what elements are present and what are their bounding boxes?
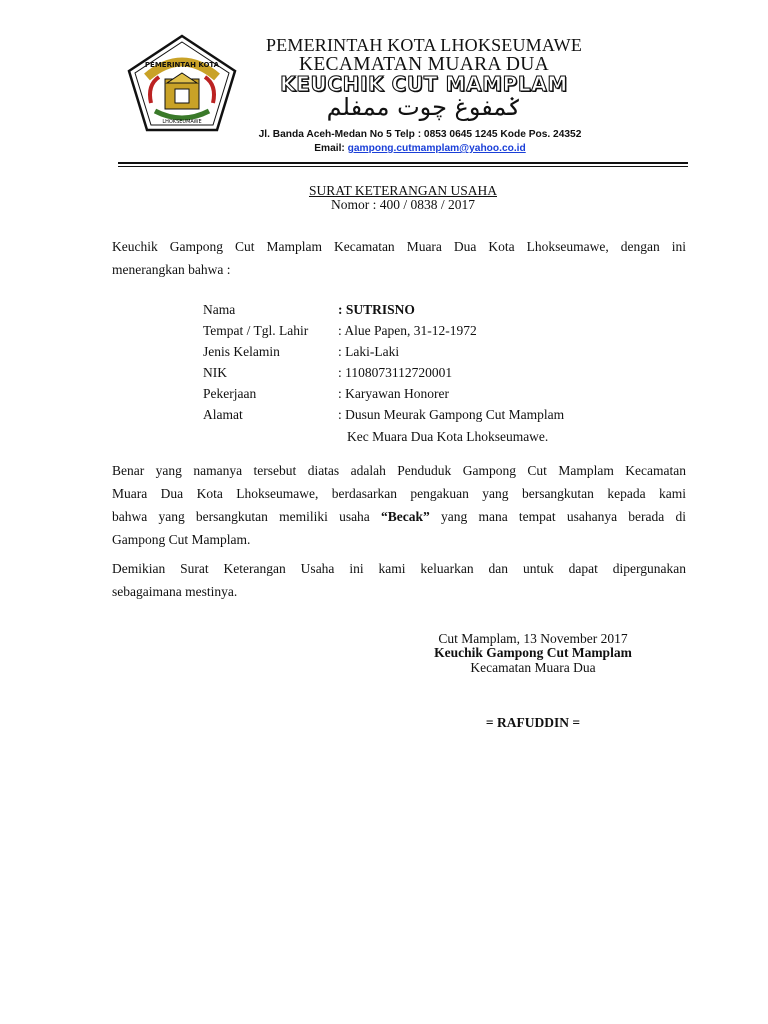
field-label-gender: Jenis Kelamin	[203, 344, 280, 359]
kop-email-line	[200, 143, 640, 154]
field-label-nama: Nama	[203, 302, 236, 317]
field-value-nama: : SUTRISNO	[338, 302, 415, 317]
opening-paragraph	[112, 235, 686, 281]
kop-village-office: KEUCHIK CUT MAMPLAM	[280, 72, 568, 96]
kop-address: Jl. Banda Aceh-Medan No 5 Telp : 0853 0645 1245 Kode Pos. 24352	[258, 129, 582, 140]
body2-line-1: Demikian Surat Keterangan Usaha ini kami keluarkan dan untuk dapat dipergunakan	[112, 561, 686, 576]
body1-line-4: Gampong Cut Mamplam.	[112, 532, 251, 547]
body1-line-2: Muara Dua Kota Lhokseumawe, berdasarkan pengakuan yang bersangkutan kepada kami	[112, 486, 686, 501]
letterhead-rule-thick	[118, 162, 688, 164]
body-paragraph-2	[112, 557, 686, 603]
field-value-gender: : Laki-Laki	[338, 344, 400, 359]
document-number: Nomor : 400 / 0838 / 2017	[331, 197, 475, 212]
kop-arabic-script: ݢمفوغ چوت ممفلم	[326, 93, 522, 121]
document-title: SURAT KETERANGAN USAHA	[308, 183, 497, 198]
signature-district: Kecamatan Muara Dua	[470, 660, 596, 675]
field-label-ttl: Tempat / Tgl. Lahir	[203, 323, 309, 338]
signature-office: Keuchik Gampong Cut Mamplam	[434, 645, 632, 660]
field-label-pekerjaan: Pekerjaan	[203, 386, 257, 401]
field-value-ttl: : Alue Papen, 31-12-1972	[338, 323, 477, 338]
body2-line-2: sebagaimana mestinya.	[112, 584, 238, 599]
field-label-nik: NIK	[203, 365, 227, 380]
logo-text-top: PEMERINTAH KOTA	[144, 61, 220, 69]
field-value-alamat-cont: Kec Muara Dua Kota Lhokseumawe.	[347, 429, 549, 444]
letterhead-rule-thin	[118, 166, 688, 167]
field-value-pekerjaan: : Karyawan Honorer	[338, 386, 449, 401]
kop-government: PEMERINTAH KOTA LHOKSEUMAWE	[265, 35, 583, 55]
email-link[interactable]: gampong.cutmamplam@yahoo.co.id	[347, 143, 526, 154]
body1-line-3a: bahwa yang bersangkutan memiliki usaha	[112, 509, 382, 524]
body1-line-3	[112, 505, 686, 528]
business-type: “Becak”	[381, 509, 430, 524]
logo-text-bottom: LHOKSEUMAWE	[162, 119, 202, 125]
opening-line-1: Keuchik Gampong Cut Mamplam Kecamatan Muara Dua Kota Lhokseumawe, dengan ini	[112, 239, 686, 254]
body1-line-1: Benar yang namanya tersebut diatas adalah Penduduk Gampong Cut Mamplam Kecamatan	[112, 463, 686, 478]
kop-district: KECAMATAN MUARA DUA	[298, 54, 550, 75]
body-paragraph-1	[112, 459, 686, 551]
municipal-emblem-logo	[125, 33, 239, 133]
email-label: Email:	[314, 143, 345, 154]
body1-line-3c: yang mana tempat usahanya berada di	[429, 509, 686, 524]
signature-place-date: Cut Mamplam, 13 November 2017	[438, 631, 628, 646]
opening-line-2: menerangkan bahwa :	[112, 262, 231, 277]
field-value-nik: : 1108073112720001	[338, 365, 453, 380]
field-value-alamat: : Dusun Meurak Gampong Cut Mamplam	[338, 407, 565, 422]
signatory-name: = RAFUDDIN =	[485, 715, 581, 730]
field-label-alamat: Alamat	[203, 407, 243, 422]
